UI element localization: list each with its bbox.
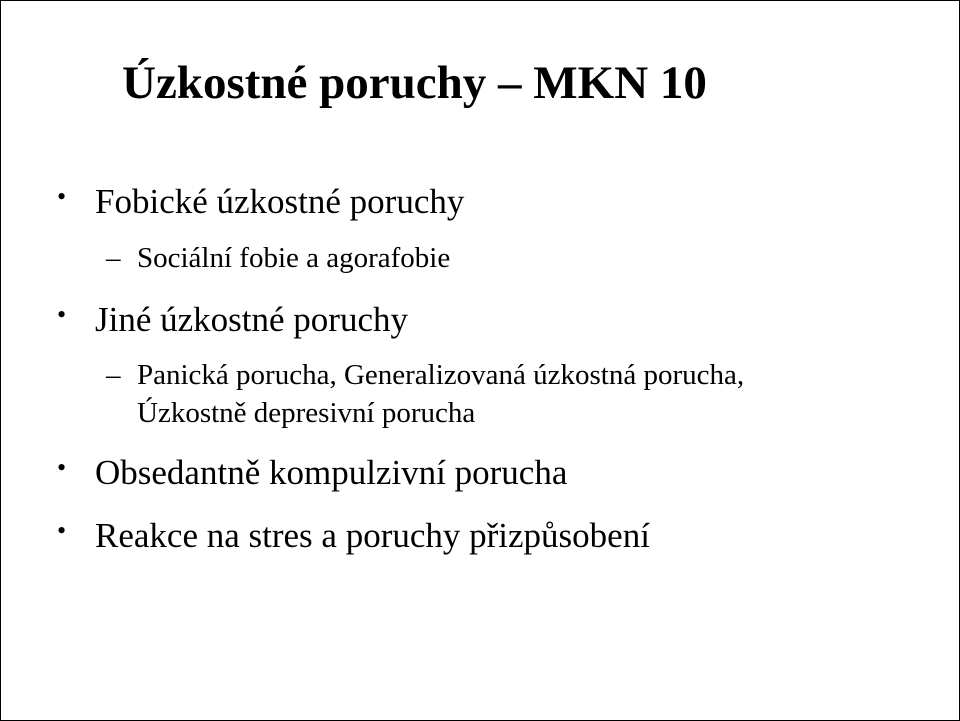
bullet-item-reakce bbox=[57, 515, 650, 557]
sub-item-text: Sociální fobie a agorafobie bbox=[137, 242, 451, 274]
bullet-icon: • bbox=[57, 300, 67, 329]
dash-icon: – bbox=[106, 242, 121, 274]
sub-item-text-line1: Panická porucha, Generalizovaná úzkostná porucha, bbox=[137, 359, 745, 391]
bullet-item-fobicke bbox=[57, 181, 465, 223]
bullet-text: Obsedantně kompulzivní porucha bbox=[95, 453, 568, 492]
bullet-text: Fobické úzkostné poruchy bbox=[95, 182, 465, 221]
bullet-icon: • bbox=[57, 453, 67, 482]
sub-item-text-line2: Úzkostně depresivní porucha bbox=[137, 397, 476, 429]
sub-item-panicka-porucha bbox=[106, 358, 745, 393]
bullet-icon: • bbox=[57, 516, 67, 545]
bullet-item-jine bbox=[57, 299, 408, 341]
bullet-text: Reakce na stres a poruchy přizpůsobení bbox=[95, 516, 650, 555]
bullet-icon: • bbox=[57, 182, 67, 211]
sub-item-socialni-fobie bbox=[106, 241, 451, 276]
dash-icon: – bbox=[106, 359, 121, 391]
sub-item-panicka-porucha-continued bbox=[137, 396, 475, 431]
bullet-item-obsedantne bbox=[57, 452, 568, 494]
slide-title: Úzkostné poruchy – MKN 10 bbox=[122, 57, 707, 109]
bullet-text: Jiné úzkostné poruchy bbox=[95, 300, 408, 339]
